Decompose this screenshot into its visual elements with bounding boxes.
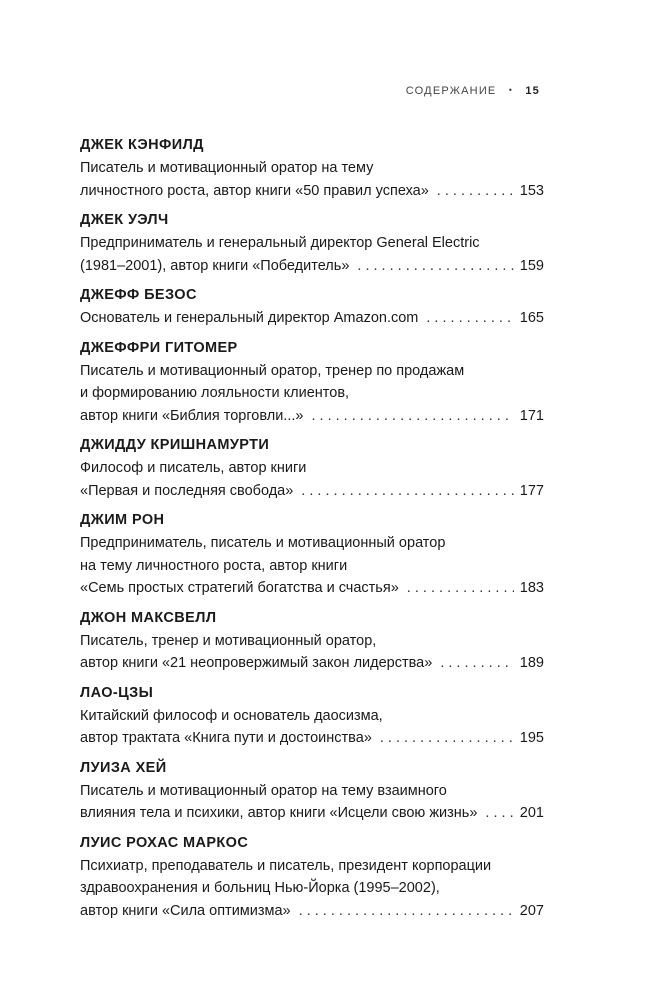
description-text: влияния тела и психики, автор книги «Исцели свою жизнь»: [80, 805, 478, 821]
description-line: [80, 532, 544, 555]
page-reference: 159: [519, 257, 544, 274]
page-reference: 177: [519, 482, 544, 499]
description-line: [80, 360, 544, 383]
toc-entry: [80, 337, 544, 428]
toc-entry: [80, 509, 544, 600]
description-text: здравоохранения и больниц Нью-Йорка (1995–2002),: [80, 880, 440, 896]
author-name: ДЖЕФФРИ ГИТОМЕР: [80, 339, 238, 356]
description-line: [80, 555, 544, 578]
author-name: ДЖЕК КЭНФИЛД: [80, 137, 204, 153]
description-line: [80, 652, 544, 675]
description-text: Китайский философ и основатель даосизма,: [80, 707, 383, 724]
author-name: ЛУИС РОХАС МАРКОС: [80, 834, 249, 851]
toc-entry: [80, 682, 544, 750]
dot-leader: [301, 480, 514, 503]
description-text: личностного роста, автор книги «50 правил успеха»: [80, 182, 429, 199]
page-reference: 183: [519, 580, 544, 596]
toc-entry: [80, 209, 544, 277]
toc-entry: [80, 284, 544, 330]
description-line: [80, 802, 544, 825]
toc-entry: [80, 832, 544, 923]
description-text: Философ и писатель, автор книги: [80, 460, 307, 476]
page-reference: 201: [519, 805, 544, 821]
description-text: на тему личностного роста, автор книги: [80, 557, 348, 574]
description-line: [80, 855, 544, 878]
description-text: и формированию лояльности клиентов,: [80, 385, 350, 401]
description-text: Предприниматель и генеральный директор General Electric: [80, 235, 480, 251]
description-text: Писатель, тренер и мотивационный оратор,: [80, 632, 377, 649]
dot-leader: [299, 900, 514, 923]
toc-entry: [80, 134, 544, 202]
page-reference: 165: [519, 310, 544, 326]
description-text: автор книги «21 неопровержимый закон лидерства»: [80, 655, 433, 671]
description-line: [80, 900, 544, 923]
description-line: [80, 480, 544, 503]
table-of-contents: [80, 134, 544, 929]
description-text: автор книги «Библия торговли...»: [80, 407, 304, 424]
description-text: Основатель и генеральный директор Amazon.com: [80, 310, 419, 326]
description-line: [80, 727, 544, 750]
description-line: [80, 577, 544, 600]
description-text: (1981–2001), автор книги «Победитель»: [80, 257, 350, 274]
description-line: [80, 232, 544, 255]
dot-leader: [437, 180, 514, 203]
running-head: [406, 85, 540, 97]
description-line: [80, 307, 544, 330]
description-text: автор книги «Сила оптимизма»: [80, 902, 291, 919]
dot-leader: [380, 727, 514, 750]
toc-entry: [80, 607, 544, 675]
description-text: Писатель и мотивационный оратор, тренер по продажам: [80, 362, 465, 379]
description-text: Предприниматель, писатель и мотивационный оратор: [80, 535, 446, 551]
description-line: [80, 157, 544, 180]
page-number: 15: [525, 85, 540, 97]
author-name: ЛАО-ЦЗЫ: [80, 684, 154, 701]
description-line: [80, 780, 544, 803]
description-text: Писатель и мотивационный оратор на тему: [80, 160, 374, 176]
page-reference: 207: [519, 902, 544, 919]
author-name: ЛУИЗА ХЕЙ: [80, 759, 167, 776]
description-line: [80, 180, 544, 203]
description-line: [80, 255, 544, 278]
description-line: [80, 705, 544, 728]
dot-leader: [407, 577, 514, 600]
section-title: СОДЕРЖАНИЕ: [405, 85, 497, 97]
page-reference: 171: [519, 407, 544, 424]
description-line: [80, 877, 544, 900]
author-name: ДЖИМ РОН: [80, 512, 165, 528]
page-reference: 189: [519, 655, 544, 671]
dot-leader: [426, 307, 513, 330]
description-text: «Семь простых стратегий богатства и счастья»: [80, 580, 399, 596]
dot-leader: [311, 405, 513, 428]
page-reference: 195: [519, 730, 544, 746]
bullet-separator: •: [508, 85, 514, 95]
page-reference: 153: [519, 182, 544, 199]
description-text: «Первая и последняя свобода»: [80, 482, 294, 499]
author-name: ДЖЕФФ БЕЗОС: [80, 287, 197, 303]
dot-leader: [440, 652, 513, 675]
description-line: [80, 382, 544, 405]
description-line: [80, 405, 544, 428]
toc-entry: [80, 757, 544, 825]
description-text: Психиатр, преподаватель и писатель, президент корпорации: [80, 857, 492, 874]
description-line: [80, 630, 544, 653]
description-text: Писатель и мотивационный оратор на тему взаимного: [80, 782, 447, 799]
description-line: [80, 457, 544, 480]
author-name: ДЖОН МАКСВЕЛЛ: [80, 609, 217, 626]
author-name: ДЖИДДУ КРИШНАМУРТИ: [80, 437, 270, 453]
toc-entry: [80, 434, 544, 502]
author-name: ДЖЕК УЭЛЧ: [80, 212, 169, 228]
dot-leader: [485, 802, 513, 825]
description-text: автор трактата «Книга пути и достоинства»: [80, 730, 372, 746]
dot-leader: [357, 255, 513, 278]
